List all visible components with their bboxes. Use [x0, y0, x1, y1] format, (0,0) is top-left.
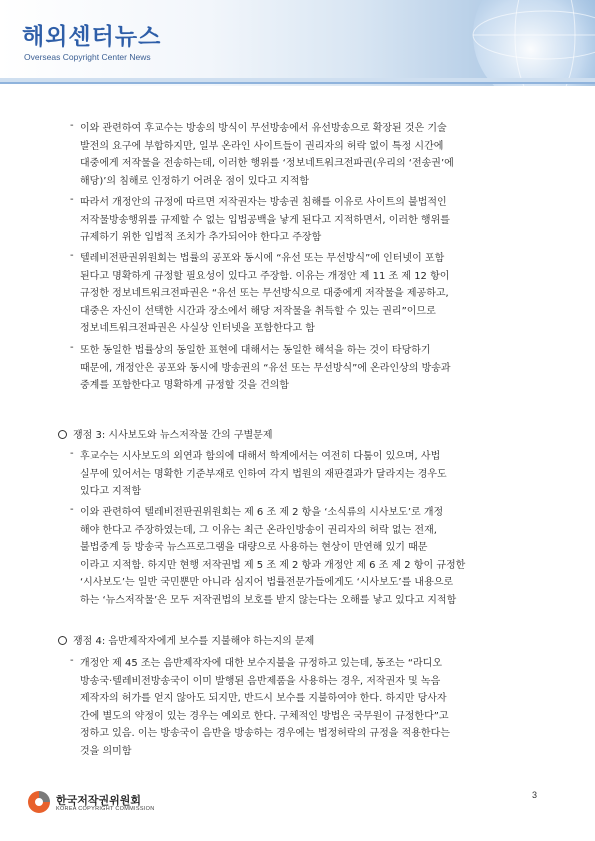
circle-bullet-icon [58, 430, 67, 439]
text-line: 개정안 제 45 조는 음반제작자에 대한 보수지불을 규정하고 있는데, 동조는 “라디오 [80, 658, 442, 669]
list-dash: - [70, 120, 74, 131]
issue-heading-text: 쟁점 4: 음반제작자에게 보수를 지불해야 하는지의 문제 [73, 636, 315, 647]
text-line: 때문에, 개정안은 공포와 동시에 방송권의 “유선 또는 무선방식”에 온라인상의 방송과 [80, 362, 451, 374]
text-line: 있다고 지적함 [80, 486, 142, 498]
text-line: 실무에 있어서는 명확한 기준부재로 인하여 각지 법원의 재판결과가 달라지는 경우도 [80, 468, 447, 480]
list-item [80, 120, 540, 190]
text-line: 된다고 명확하게 규정할 필요성이 있다고 주장함. 이유는 개정안 제 11 조 제 12 항이 [80, 270, 450, 282]
text-line: 것을 의미함 [80, 745, 132, 757]
list-dash: - [70, 504, 74, 515]
list-dash: - [70, 250, 74, 261]
list-item [80, 342, 540, 395]
list-item [80, 448, 540, 501]
text-line: 규정한 정보네트워크전파권은 “유선 또는 무선방식으로 대중에게 저작물을 제공하고, [80, 288, 449, 300]
list-item [80, 194, 540, 247]
text-line: 정보네트워크전파권은 사실상 인터넷을 포함한다고 함 [80, 323, 315, 335]
newsletter-subtitle: Overseas Copyright Center News [24, 52, 151, 62]
issue-heading [58, 632, 314, 647]
commission-name: 한국저작권위원회 [56, 794, 142, 807]
newsletter-title: 해외센터뉴스 [22, 24, 162, 50]
issue-heading [58, 426, 273, 441]
list-dash: - [70, 342, 74, 353]
text-line: 불법중계 등 방송국 뉴스프로그램을 대량으로 사용하는 현상이 만연해 있기 때문 [80, 542, 428, 554]
text-line: 제작자의 허가를 얻지 않아도 되지만, 반드시 보수를 지불하여야 한다. 하지만 당사자 [80, 693, 447, 705]
list-item [80, 655, 540, 761]
text-line: 따라서 개정안의 규정에 따르면 저작권자는 방송권 침해를 이유로 사이트의 불법적인 [80, 197, 447, 208]
text-line: 이와 관련하여 후교수는 방송의 방식이 무선방송에서 유선방송으로 확장된 것은 기술 [80, 123, 447, 134]
text-line: 대중은 자신이 선택한 시간과 장소에서 해당 저작물을 취득할 수 있는 권리”이므로 [80, 305, 436, 317]
text-line: 이라고 지적함. 하지만 현행 저작권법 제 5 조 제 2 항과 개정안 제 6 조 제 2 항이 규정한 [80, 559, 466, 571]
text-line: 또한 동일한 법률상의 동일한 표현에 대해서는 동일한 해석을 하는 것이 타당하기 [80, 345, 431, 356]
list-dash: - [70, 655, 74, 666]
list-item [80, 250, 540, 338]
list-dash: - [70, 194, 74, 205]
text-line: 해야 한다고 주장하였는데, 그 이유는 최근 온라인방송이 권리자의 허락 없는 전재, [80, 524, 437, 536]
text-line: 대중에게 저작물을 전송하는데, 이러한 행위를 ‘정보네트워크전파권(우리의 ‘전송권’에 [80, 158, 454, 170]
text-line: 방송국·텔레비전방송국이 이미 발행된 음반제품을 사용하는 경우, 저작권자 및 녹음 [80, 675, 441, 687]
circle-bullet-icon [58, 636, 67, 645]
text-line: 저작물방송행위를 규제할 수 없는 입법공백을 낳게 된다고 지적하면서, 이러한 행위를 [80, 214, 450, 226]
list-dash: - [70, 448, 74, 459]
text-line: 규제하기 위한 입법적 조치가 추가되어야 한다고 주장함 [80, 232, 322, 244]
list-item [80, 504, 540, 610]
commission-name-english: KOREA COPYRIGHT COMMISSION [56, 806, 155, 812]
text-line: 발전의 요구에 부합하지만, 일부 온라인 사이트들이 권리자의 허락 없이 특정 시간에 [80, 140, 444, 152]
text-line: 텔레비전판권위원회는 법률의 공포와 동시에 “유선 또는 무선방식”에 인터넷이 포함 [80, 253, 445, 264]
text-line: 후교수는 시사보도의 외연과 함의에 대해서 학계에서는 여전히 다툼이 있으며, 사법 [80, 451, 441, 462]
commission-logo-icon [25, 788, 53, 816]
text-line: 중계를 포함한다고 명확하게 규정할 것을 건의함 [80, 380, 290, 392]
text-line: 정하고 있음. 이는 방송국이 음반을 방송하는 경우에는 법정허락의 규정을 적용한다는 [80, 728, 450, 740]
text-line: 간에 별도의 약정이 있는 경우는 예외로 한다. 구체적인 방법은 국무원이 규정한다”고 [80, 710, 449, 722]
text-line: 해당)’의 침해로 인정하기 어려운 점이 있다고 지적함 [80, 175, 310, 187]
text-line: 하는 ‘뉴스저작물’은 모두 저작권법의 보호를 받지 않는다는 오해를 낳고 있다고 지적함 [80, 594, 457, 606]
text-line: 이와 관련하여 텔레비전판권위원회는 제 6 조 제 2 항을 ‘소식류의 시사보도’로 개정 [80, 507, 444, 518]
page-number: 3 [532, 790, 538, 800]
text-line: ‘시사보도’는 일반 국민뿐만 아니라 심지어 법률전문가들에게도 ‘시사보도’를 내용으로 [80, 577, 454, 589]
issue-heading-text: 쟁점 3: 시사보도와 뉴스저작물 간의 구별문제 [73, 430, 273, 441]
